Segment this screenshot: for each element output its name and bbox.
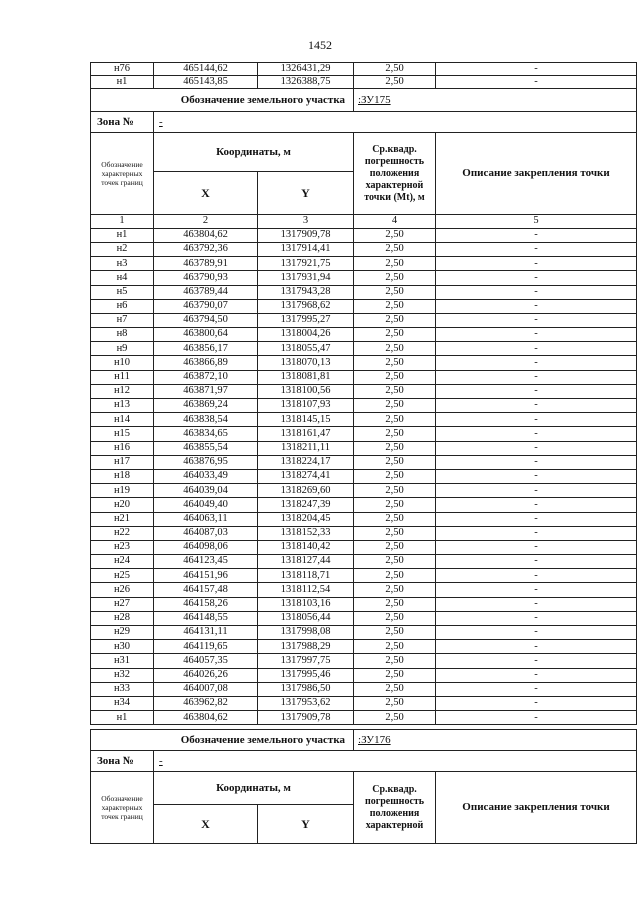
cell-desc: - — [436, 626, 637, 640]
cell-x: 464087,03 — [154, 526, 258, 540]
table-row — [91, 63, 637, 76]
cell-error: 2,50 — [354, 299, 436, 313]
table-row — [91, 328, 637, 342]
cell-y: 1318100,56 — [258, 384, 354, 398]
cell-desc: - — [436, 63, 637, 76]
cell-error: 2,50 — [354, 285, 436, 299]
cell-error: 2,50 — [354, 512, 436, 526]
table-row — [91, 540, 637, 554]
table-row — [91, 441, 637, 455]
cell-desc: - — [436, 583, 637, 597]
cell-x: 463855,54 — [154, 441, 258, 455]
cell-desc: - — [436, 257, 637, 271]
header-row — [91, 772, 637, 805]
cell-error: 2,50 — [354, 583, 436, 597]
table-row — [91, 668, 637, 682]
zone-label: Зона № — [91, 112, 154, 133]
cell-x: 464039,04 — [154, 484, 258, 498]
table-row — [91, 413, 637, 427]
cell-x: 464151,96 — [154, 569, 258, 583]
cell-desc: - — [436, 640, 637, 654]
cell-x: 465143,85 — [154, 76, 258, 89]
cell-desc: - — [436, 370, 637, 384]
table-row — [91, 455, 637, 469]
cell-x: 463876,95 — [154, 455, 258, 469]
cell-error: 2,50 — [354, 696, 436, 710]
cell-x: 463804,62 — [154, 228, 258, 242]
cell-point: н22 — [91, 526, 154, 540]
cell-desc: - — [436, 654, 637, 668]
cell-desc: - — [436, 441, 637, 455]
cell-y: 1317909,78 — [258, 711, 354, 725]
table-row — [91, 242, 637, 256]
cell-x: 465144,62 — [154, 63, 258, 76]
cell-y: 1318152,33 — [258, 526, 354, 540]
page-number: 1452 — [308, 38, 332, 52]
cell-error: 2,50 — [354, 555, 436, 569]
cell-desc: - — [436, 668, 637, 682]
cell-x: 464033,49 — [154, 469, 258, 483]
cell-x: 463872,10 — [154, 370, 258, 384]
cell-x: 463794,50 — [154, 313, 258, 327]
cell-error: 2,50 — [354, 399, 436, 413]
cell-point: н3 — [91, 257, 154, 271]
cell-desc: - — [436, 242, 637, 256]
cell-point: н9 — [91, 342, 154, 356]
cell-desc: - — [436, 597, 637, 611]
cell-error: 2,50 — [354, 668, 436, 682]
cell-point: н25 — [91, 569, 154, 583]
cell-y: 1317998,08 — [258, 626, 354, 640]
cell-desc: - — [436, 399, 637, 413]
cell-y: 1317995,27 — [258, 313, 354, 327]
cell-point: н33 — [91, 682, 154, 696]
cell-y: 1318274,41 — [258, 469, 354, 483]
cell-y: 1317909,78 — [258, 228, 354, 242]
cell-point: н29 — [91, 626, 154, 640]
cell-desc: - — [436, 285, 637, 299]
zone-row — [91, 112, 637, 133]
cell-error: 2,50 — [354, 540, 436, 554]
cell-x: 463866,89 — [154, 356, 258, 370]
cell-error: 2,50 — [354, 654, 436, 668]
cell-desc: - — [436, 356, 637, 370]
table-row — [91, 384, 637, 398]
cell-x: 464098,06 — [154, 540, 258, 554]
cell-error: 2,50 — [354, 242, 436, 256]
cell-y: 1318161,47 — [258, 427, 354, 441]
cell-x: 463869,24 — [154, 399, 258, 413]
table-row — [91, 626, 637, 640]
cell-error: 2,50 — [354, 526, 436, 540]
cell-desc: - — [436, 696, 637, 710]
cell-x: 463790,07 — [154, 299, 258, 313]
column-number: 3 — [258, 215, 354, 229]
cell-y: 1318004,26 — [258, 328, 354, 342]
cell-error: 2,50 — [354, 611, 436, 625]
land-plot-row — [91, 730, 637, 751]
table-row — [91, 512, 637, 526]
cell-x: 464049,40 — [154, 498, 258, 512]
coordinates-table-zu176 — [90, 729, 637, 844]
header-y: Y — [258, 172, 354, 215]
column-number: 2 — [154, 215, 258, 229]
cell-desc: - — [436, 313, 637, 327]
cell-point: н27 — [91, 597, 154, 611]
header-x: X — [154, 172, 258, 215]
table-row — [91, 526, 637, 540]
cell-point: н34 — [91, 696, 154, 710]
cell-point: н31 — [91, 654, 154, 668]
cell-error: 2,50 — [354, 469, 436, 483]
cell-y: 1318211,11 — [258, 441, 354, 455]
cell-point: н5 — [91, 285, 154, 299]
cell-point: н11 — [91, 370, 154, 384]
cell-y: 1318081,81 — [258, 370, 354, 384]
table-row — [91, 682, 637, 696]
cell-x: 464123,45 — [154, 555, 258, 569]
cell-y: 1317988,29 — [258, 640, 354, 654]
cell-error: 2,50 — [354, 228, 436, 242]
cell-point: н18 — [91, 469, 154, 483]
zone-value: - — [154, 751, 637, 772]
table-row — [91, 271, 637, 285]
land-plot-value: :ЗУ176 — [354, 730, 637, 751]
cell-x: 464158,26 — [154, 597, 258, 611]
cell-point: н2 — [91, 242, 154, 256]
cell-desc: - — [436, 526, 637, 540]
cell-x: 464063,11 — [154, 512, 258, 526]
cell-point: н17 — [91, 455, 154, 469]
cell-error: 2,50 — [354, 313, 436, 327]
cell-error: 2,50 — [354, 257, 436, 271]
cell-point: н24 — [91, 555, 154, 569]
cell-error: 2,50 — [354, 441, 436, 455]
cell-error: 2,50 — [354, 597, 436, 611]
cell-y: 1318118,71 — [258, 569, 354, 583]
cell-x: 463871,97 — [154, 384, 258, 398]
cell-desc: - — [436, 512, 637, 526]
cell-point: н8 — [91, 328, 154, 342]
table-row — [91, 427, 637, 441]
cell-y: 1318070,13 — [258, 356, 354, 370]
table-row — [91, 484, 637, 498]
cell-y: 1318224,17 — [258, 455, 354, 469]
cell-x: 464148,55 — [154, 611, 258, 625]
cell-y: 1318127,44 — [258, 555, 354, 569]
cell-x: 463962,82 — [154, 696, 258, 710]
header-x: X — [154, 805, 258, 844]
header-error: Ср.квадр. погрешность положения характерной — [354, 772, 436, 844]
cell-error: 2,50 — [354, 328, 436, 342]
table-row — [91, 597, 637, 611]
cell-x: 463856,17 — [154, 342, 258, 356]
cell-y: 1317931,94 — [258, 271, 354, 285]
cell-y: 1318107,93 — [258, 399, 354, 413]
cell-error: 2,50 — [354, 711, 436, 725]
cell-x: 463800,64 — [154, 328, 258, 342]
cell-desc: - — [436, 342, 637, 356]
header-error: Ср.квадр. погрешность положения характерной точки (Mt), м — [354, 133, 436, 215]
cell-y: 1317914,41 — [258, 242, 354, 256]
cell-point: н23 — [91, 540, 154, 554]
cell-y: 1318140,42 — [258, 540, 354, 554]
cell-desc: - — [436, 455, 637, 469]
cell-desc: - — [436, 711, 637, 725]
zone-label: Зона № — [91, 751, 154, 772]
column-number: 4 — [354, 215, 436, 229]
cell-point: н13 — [91, 399, 154, 413]
cell-desc: - — [436, 555, 637, 569]
cell-x: 463789,44 — [154, 285, 258, 299]
cell-y: 1317968,62 — [258, 299, 354, 313]
table-row — [91, 313, 637, 327]
cell-point: н4 — [91, 271, 154, 285]
cell-error: 2,50 — [354, 682, 436, 696]
table-row — [91, 569, 637, 583]
cell-desc: - — [436, 271, 637, 285]
cell-x: 463790,93 — [154, 271, 258, 285]
header-description: Описание закрепления точки — [436, 772, 637, 844]
cell-error: 2,50 — [354, 484, 436, 498]
cell-x: 463792,36 — [154, 242, 258, 256]
cell-y: 1326388,75 — [258, 76, 354, 89]
cell-desc: - — [436, 569, 637, 583]
cell-y: 1318056,44 — [258, 611, 354, 625]
table-row — [91, 469, 637, 483]
cell-y: 1318103,16 — [258, 597, 354, 611]
cell-y: 1317986,50 — [258, 682, 354, 696]
table-row — [91, 399, 637, 413]
table-row — [91, 356, 637, 370]
cell-error: 2,50 — [354, 356, 436, 370]
cell-desc: - — [436, 76, 637, 89]
table-row — [91, 654, 637, 668]
cell-desc: - — [436, 413, 637, 427]
cell-desc: - — [436, 469, 637, 483]
table-row — [91, 228, 637, 242]
header-description: Описание закрепления точки — [436, 133, 637, 215]
cell-point: н1 — [91, 711, 154, 725]
column-number: 5 — [436, 215, 637, 229]
header-point: Обозначение характерных точек границ — [91, 772, 154, 844]
cell-point: н26 — [91, 583, 154, 597]
cell-error: 2,50 — [354, 626, 436, 640]
land-plot-row — [91, 89, 637, 112]
cell-point: н16 — [91, 441, 154, 455]
cell-desc: - — [436, 682, 637, 696]
cell-error: 2,50 — [354, 271, 436, 285]
column-number: 1 — [91, 215, 154, 229]
cell-desc: - — [436, 384, 637, 398]
cell-y: 1318204,45 — [258, 512, 354, 526]
cell-x: 464157,48 — [154, 583, 258, 597]
cell-point: н14 — [91, 413, 154, 427]
table-row — [91, 299, 637, 313]
header-y: Y — [258, 805, 354, 844]
land-plot-label: Обозначение земельного участка — [91, 730, 354, 751]
cell-error: 2,50 — [354, 569, 436, 583]
cell-point: н19 — [91, 484, 154, 498]
table-row — [91, 285, 637, 299]
header-point: Обозначение характерных точек границ — [91, 133, 154, 215]
table-row — [91, 696, 637, 710]
table-row — [91, 583, 637, 597]
cell-error: 2,50 — [354, 63, 436, 76]
cell-point: н15 — [91, 427, 154, 441]
cell-y: 1317921,75 — [258, 257, 354, 271]
table-row — [91, 370, 637, 384]
table-row — [91, 555, 637, 569]
table-row — [91, 640, 637, 654]
land-plot-value: :ЗУ175 — [354, 89, 637, 112]
cell-desc: - — [436, 540, 637, 554]
cell-point: н12 — [91, 384, 154, 398]
cell-point: н1 — [91, 228, 154, 242]
cell-y: 1317953,62 — [258, 696, 354, 710]
cell-y: 1318145,15 — [258, 413, 354, 427]
cell-error: 2,50 — [354, 640, 436, 654]
cell-point: н28 — [91, 611, 154, 625]
cell-error: 2,50 — [354, 455, 436, 469]
cell-x: 464057,35 — [154, 654, 258, 668]
header-row — [91, 133, 637, 172]
cell-error: 2,50 — [354, 384, 436, 398]
table-row — [91, 76, 637, 89]
zone-row — [91, 751, 637, 772]
cell-desc: - — [436, 611, 637, 625]
cell-x: 464026,26 — [154, 668, 258, 682]
cell-desc: - — [436, 328, 637, 342]
cell-point: н6 — [91, 299, 154, 313]
cell-point: н76 — [91, 63, 154, 76]
land-plot-label: Обозначение земельного участка — [91, 89, 354, 112]
cell-point: н30 — [91, 640, 154, 654]
cell-error: 2,50 — [354, 413, 436, 427]
cell-y: 1317995,46 — [258, 668, 354, 682]
cell-x: 463789,91 — [154, 257, 258, 271]
header-coordinates: Координаты, м — [154, 772, 354, 805]
cell-desc: - — [436, 228, 637, 242]
cell-x: 464131,11 — [154, 626, 258, 640]
cell-error: 2,50 — [354, 342, 436, 356]
zone-value: - — [154, 112, 637, 133]
cell-error: 2,50 — [354, 76, 436, 89]
table-row — [91, 498, 637, 512]
cell-point: н21 — [91, 512, 154, 526]
table-row — [91, 257, 637, 271]
cell-desc: - — [436, 484, 637, 498]
cell-error: 2,50 — [354, 370, 436, 384]
cell-x: 464007,08 — [154, 682, 258, 696]
cell-desc: - — [436, 427, 637, 441]
cell-y: 1326431,29 — [258, 63, 354, 76]
cell-error: 2,50 — [354, 498, 436, 512]
table-row — [91, 711, 637, 725]
cell-y: 1318247,39 — [258, 498, 354, 512]
cell-point: н32 — [91, 668, 154, 682]
cell-x: 463838,54 — [154, 413, 258, 427]
cell-y: 1317997,75 — [258, 654, 354, 668]
cell-point: н20 — [91, 498, 154, 512]
cell-point: н7 — [91, 313, 154, 327]
cell-x: 463804,62 — [154, 711, 258, 725]
header-coordinates: Координаты, м — [154, 133, 354, 172]
cell-desc: - — [436, 498, 637, 512]
cell-point: н10 — [91, 356, 154, 370]
cell-desc: - — [436, 299, 637, 313]
cell-y: 1317943,28 — [258, 285, 354, 299]
cell-error: 2,50 — [354, 427, 436, 441]
cell-point: н1 — [91, 76, 154, 89]
cell-y: 1318269,60 — [258, 484, 354, 498]
coordinates-table-zu175 — [90, 62, 637, 725]
cell-y: 1318112,54 — [258, 583, 354, 597]
cell-x: 464119,65 — [154, 640, 258, 654]
table-row — [91, 611, 637, 625]
column-numbers-row — [91, 215, 637, 229]
cell-x: 463834,65 — [154, 427, 258, 441]
cell-y: 1318055,47 — [258, 342, 354, 356]
table-row — [91, 342, 637, 356]
